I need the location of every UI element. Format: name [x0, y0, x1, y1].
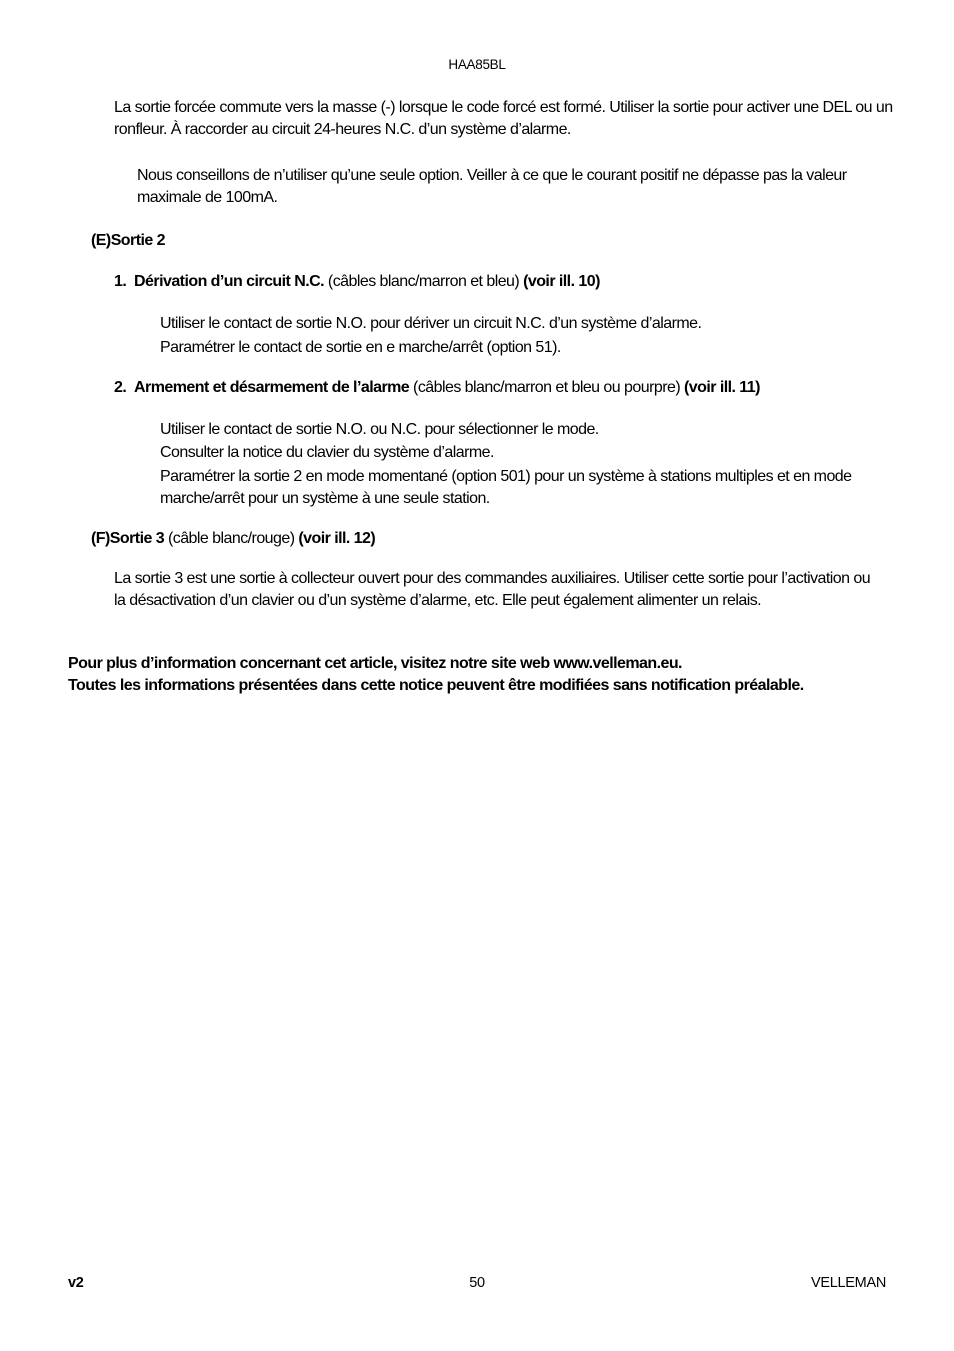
section-e-heading [91, 230, 165, 252]
item2-line-0: Utiliser le contact de sortie N.O. ou N.C. pour sélectionner le mode. [160, 421, 599, 438]
item2-line-2: Paramétrer la sortie 2 en mode momentané (option 501) pour un système à stations multiples et en mode marche/arrêt pour un système à une seule station. [160, 468, 852, 507]
item2-ref: (voir ill. 11) [684, 379, 760, 396]
item2-title: Armement et désarmement de l’alarme [134, 379, 410, 396]
item2-detail: (câbles blanc/marron et bleu ou pourpre) [409, 379, 684, 396]
item1-title: Dérivation d’un circuit N.C. [134, 273, 325, 290]
section-f-paragraph: La sortie 3 est une sortie à collecteur ouvert pour des commandes auxiliaires. Utiliser cette sortie pour l’activation ou la désactivation d’un clavier ou d’un système d’alarme, etc. Elle peut également alimenter un relais. [114, 570, 871, 609]
section-f-title: Sortie 3 [109, 530, 165, 547]
section-e-item2-heading [114, 377, 894, 399]
section-f-marker: (F) [91, 530, 110, 547]
item2-number: 2. [114, 379, 127, 396]
item1-line-1: Paramétrer le contact de sortie en e marche/arrêt (option 51). [160, 339, 561, 356]
intro-paragraph: La sortie forcée commute vers la masse (-) lorsque le code forcé est formé. Utiliser la sortie pour activer une DEL ou un ronfleur. À raccorder au circuit 24-heures N.C. d’un système d’alarme. [114, 99, 893, 138]
item1-line-0: Utiliser le contact de sortie N.O. pour dériver un circuit N.C. d’un système d’alarme. [160, 315, 702, 332]
note-paragraph: Nous conseillons de n’utiliser qu’une seule option. Veiller à ce que le courant positif ne dépasse pas la valeur maximale de 100mA. [137, 167, 847, 206]
header-model: HAA85BL [448, 57, 506, 72]
item1-detail: (câbles blanc/marron et bleu) [324, 273, 524, 290]
section-f-ref: (voir ill. 12) [298, 530, 376, 547]
closing-line-1: Pour plus d’information concernant cet article, visitez notre site web www.velleman.eu. [68, 655, 682, 672]
section-e-title: Sortie 2 [110, 232, 165, 249]
section-e-item1-heading [114, 271, 894, 293]
footer-page-number: 50 [469, 1275, 485, 1291]
footer-brand: VELLEMAN [811, 1275, 886, 1291]
closing-line-2: Toutes les informations présentées dans cette notice peuvent être modifiées sans notification préalable. [68, 677, 804, 694]
section-e-marker: (E) [91, 232, 111, 249]
item1-ref: (voir ill. 10) [523, 273, 600, 290]
item2-line-1: Consulter la notice du clavier du système d’alarme. [160, 444, 494, 461]
item1-number: 1. [114, 273, 127, 290]
section-f-detail: (câble blanc/rouge) [164, 530, 299, 547]
footer-version: v2 [68, 1275, 84, 1291]
section-f-heading [91, 528, 894, 550]
